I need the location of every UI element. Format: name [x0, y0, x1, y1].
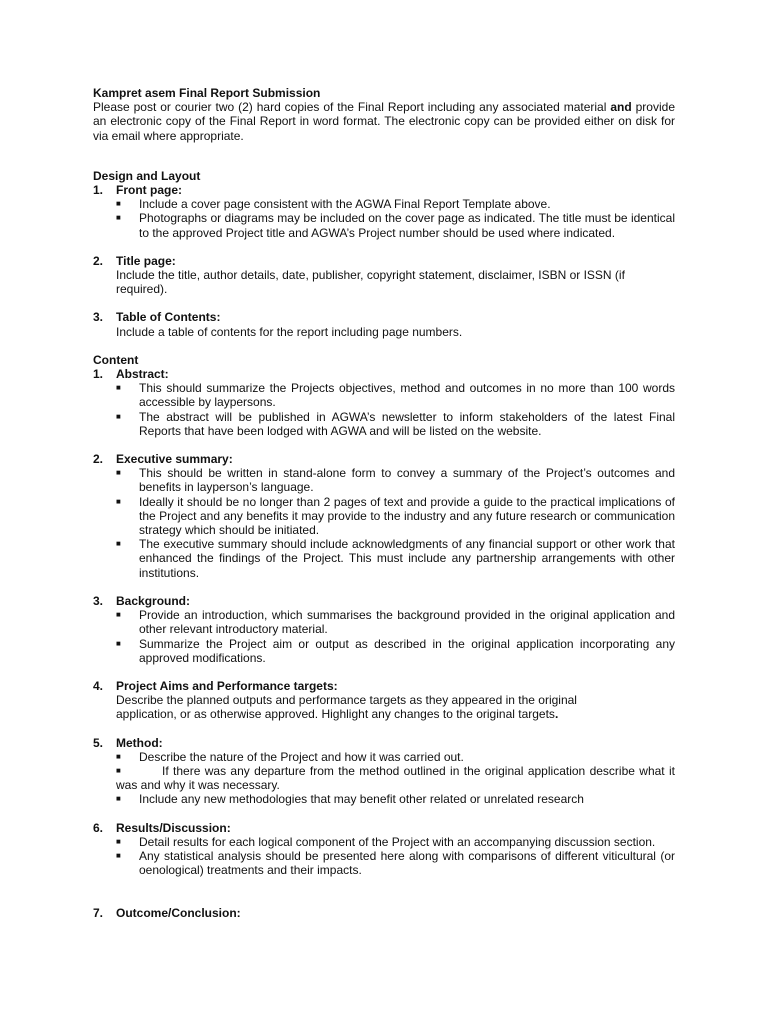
bullet-icon: ■ [116, 638, 121, 648]
exec-summary-list [93, 466, 675, 580]
list-item: ■ If there was any departure from the method outlined in the original application describe what it was and why it was necessary. [116, 763, 675, 793]
results-list [93, 835, 675, 878]
design-heading: Design and Layout [93, 168, 201, 183]
list-item: ■ This should be written in stand-alone form to convey a summary of the Project’s outcomes and benefits in layperson’s language. [116, 466, 675, 495]
list-item: ■ Photographs or diagrams may be included on the cover page as indicated. The title must be identical to the approved Project title and AGWA’s Project number should be used where indicated. [116, 211, 675, 240]
front-page-list [93, 197, 675, 240]
list-item: ■ The executive summary should include acknowledgments of any financial support or other work that enhanced the findings of the Project. This must include any partnership arrangements with other institutions. [116, 537, 675, 580]
bullet-icon: ■ [116, 496, 121, 506]
list-item: ■ Summarize the Project aim or output as described in the original application incorporating any approved modifications. [116, 636, 675, 665]
title-page-text: Include the title, author details, date, publisher, copyright statement, disclaimer, ISBN or ISSN (if required). [116, 268, 625, 297]
list-item: ■ Detail results for each logical component of the Project with an accompanying discussion section. [116, 834, 656, 849]
outcome-heading: 7. Outcome/Conclusion: [93, 906, 241, 921]
list-item: ■ Provide an introduction, which summarises the background provided in the original application and other relevant introductory material. [116, 608, 675, 637]
abstract-heading: 1. Abstract: [93, 367, 169, 382]
content-heading: Content [93, 352, 139, 367]
document-body [93, 86, 675, 921]
title-page-heading: 2. Title page: [93, 253, 176, 268]
list-item: ■ Describe the nature of the Project and how it was carried out. [116, 749, 464, 764]
list-item: ■ Include a cover page consistent with the AGWA Final Report Template above. [116, 197, 551, 212]
bullet-icon: ■ [116, 794, 121, 804]
bullet-icon: ■ [116, 539, 121, 549]
list-item: ■ Ideally it should be no longer than 2 pages of text and provide a guide to the practical implications of the Project and any benefits it may provide to the industry and any future research or communication strategy which should be initiated. [116, 494, 675, 538]
aims-heading: 4. Project Aims and Performance targets: [93, 678, 338, 693]
intro-text-b: provide an electronic copy of the Final Report in word format. The electronic copy can be provided either on disk for via email where appropriate. [93, 100, 675, 143]
toc-heading: 3. Table of Contents: [93, 310, 221, 325]
results-heading: 6. Results/Discussion: [93, 820, 231, 835]
bullet-icon: ■ [116, 468, 121, 478]
abstract-list [93, 381, 675, 438]
method-list [93, 750, 675, 807]
list-item: ■ This should summarize the Projects objectives, method and outcomes in no more than 100 words accessible by laypersons. [116, 381, 675, 410]
aims-text: Describe the planned outputs and performance targets as they appeared in the original application, or as otherwise approved. Highlight any changes to the original targets. [116, 693, 577, 722]
bullet-icon: ■ [116, 751, 121, 761]
method-heading: 5. Method: [93, 735, 163, 750]
bullet-icon: ■ [116, 765, 121, 775]
intro-paragraph [93, 100, 675, 143]
exec-summary-heading: 2. Executive summary: [93, 452, 233, 467]
document-title: Kampret asem Final Report Submission [93, 86, 321, 100]
list-item: ■ Any statistical analysis should be presented here along with comparisons of different viticultural (or oenological) treatments and their impacts. [116, 848, 675, 878]
bullet-icon: ■ [116, 836, 121, 846]
list-item: ■ The abstract will be published in AGWA’s newsletter to inform stakeholders of the latest Final Reports that have been lodged with AGWA and will be listed on the website. [116, 409, 675, 438]
bullet-icon: ■ [116, 850, 121, 860]
intro-and: and [610, 100, 632, 115]
background-list [93, 608, 675, 665]
list-item: ■ Include any new methodologies that may benefit other related or unrelated research [116, 792, 584, 807]
bullet-icon: ■ [116, 199, 121, 209]
intro-text-a: Please post or courier two (2) hard copies of the Final Report including any associated material [93, 100, 611, 115]
front-page-heading: 1. Front page: [93, 183, 182, 198]
bullet-icon: ■ [116, 383, 121, 393]
bullet-icon: ■ [116, 213, 121, 223]
background-heading: 3. Background: [93, 593, 191, 608]
toc-text: Include a table of contents for the report including page numbers. [116, 324, 463, 339]
bullet-icon: ■ [116, 610, 121, 620]
bullet-icon: ■ [116, 411, 121, 421]
